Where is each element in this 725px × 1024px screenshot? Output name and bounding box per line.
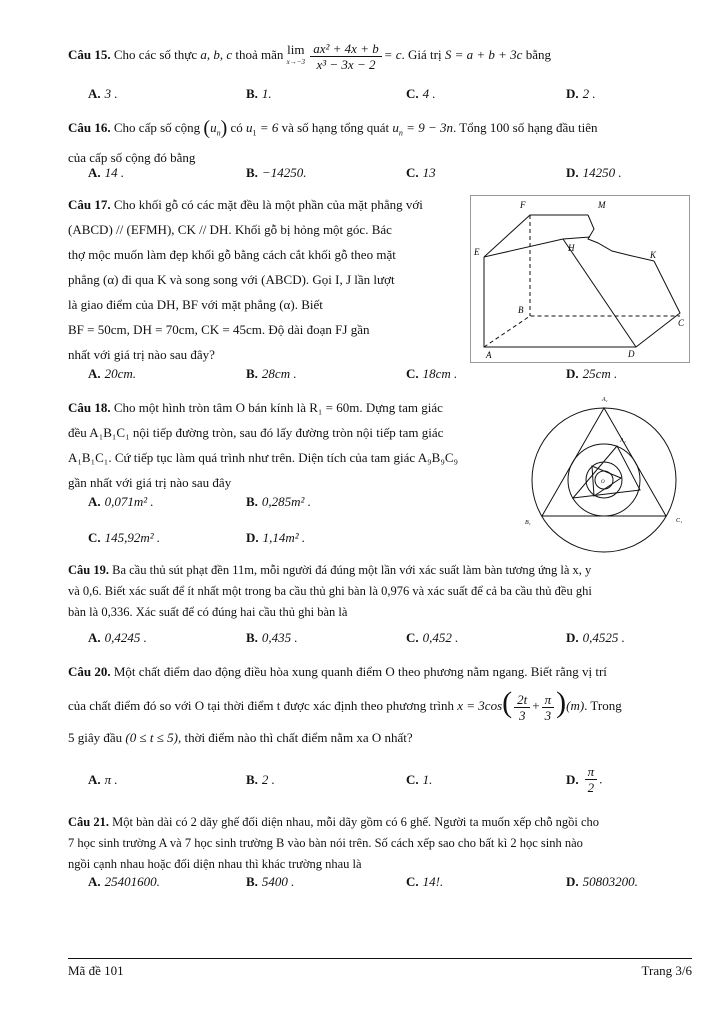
general-term-subscript: n: [398, 128, 403, 138]
question-text: thợ mộc muốn làm đẹp khối gỗ bằng cách cắt khối gỗ theo mặt: [68, 247, 396, 262]
question-text: (ABCD) // (EFMH), CK // DH. Khối gỗ bị hỏng một góc. Bác: [68, 222, 392, 237]
option-b[interactable]: B. 0,285m² .: [246, 494, 311, 509]
vertex-label: A₁: [602, 397, 608, 403]
question-label: Câu 21.: [68, 815, 109, 829]
option-d[interactable]: D. 14250 .: [566, 165, 622, 180]
question-label: Câu 19.: [68, 563, 109, 577]
option-b[interactable]: B. 5400 .: [246, 874, 295, 889]
question-text: của cấp số cộng đó bằng: [68, 149, 196, 165]
question-text: Câu 20. Một chất điểm dao động điều hòa xung quanh điểm O theo phương nằm ngang. Biết rằng vị trí: [68, 664, 607, 679]
question-20-equation-line: của chất điểm đó so với O tại thời điểm t được xác định theo phương trình x = 3cos( $\frac{2t}{3}$ + $\frac{\pi}{3}$ )(m). Trong: [68, 686, 622, 723]
denominator: x³ − 3x − 2: [316, 56, 376, 72]
question-text: thoả mãn: [235, 47, 284, 62]
option-b[interactable]: B. 0,435 .: [246, 630, 298, 645]
exam-code: Mã đề 101: [68, 963, 124, 978]
equals-c: = c: [383, 47, 402, 62]
vertex-label: D: [628, 349, 635, 359]
fraction-pi-3: $\frac{\pi}{3}$: [542, 692, 555, 723]
question-label: Câu 20.: [68, 664, 111, 679]
vertex-label: B: [518, 305, 524, 315]
question-text: bàn là 0,336. Xác suất để có đúng hai cầu thủ ghi bàn là: [68, 605, 348, 619]
question-text: A₁B₁C₁. Cứ tiếp tục làm quá trình như trên. Diện tích của tam giác A₉B₉C₉: [68, 450, 459, 465]
question-15: [68, 40, 551, 72]
question-20: [68, 660, 692, 684]
option-c[interactable]: C. 1.: [406, 772, 433, 787]
unit: (m): [566, 698, 585, 713]
numerator: ax² + 4x + b: [310, 41, 381, 57]
vertex-label: A₂: [620, 438, 626, 444]
option-d[interactable]: D. 25cm .: [566, 366, 618, 381]
general-term: u: [392, 120, 399, 135]
question-text: đều A₁B₁C₁ nội tiếp đường tròn, sau đó lấy đường tròn nội tiếp tam giác: [68, 425, 444, 440]
option-d[interactable]: D. 0,4525 .: [566, 630, 625, 645]
question-text: 5 giây đầu: [68, 730, 123, 745]
limit-fraction: [310, 41, 381, 72]
question-label: Câu 15.: [68, 47, 111, 62]
first-term-subscript: 1: [252, 128, 257, 138]
question-text: Câu 19. Ba cầu thủ sút phạt đền 11m, mỗi người đá đúng một lần với xác suất làm bàn tương ứng là x, y: [68, 563, 592, 577]
question-text: gần nhất với giá trị nào sau đây: [68, 475, 232, 490]
question-text: có: [230, 120, 243, 135]
question-text: . Tổng 100 số hạng đầu tiên: [452, 120, 598, 135]
first-term: u: [246, 120, 253, 135]
option-a[interactable]: A. π .: [88, 772, 118, 787]
option-c[interactable]: C. 0,452 .: [406, 630, 459, 645]
option-a[interactable]: A. 25401600.: [88, 874, 160, 889]
option-d[interactable]: D. 1,14m² .: [246, 530, 306, 545]
option-b[interactable]: B. 1.: [246, 86, 272, 101]
nested-triangles-figure: [522, 394, 692, 554]
center-label: O: [601, 480, 605, 485]
question-text: . Trong: [584, 698, 622, 713]
vertex-label: M: [598, 200, 606, 210]
question-label: Câu 18.: [68, 400, 111, 415]
limit-subscript: x→−3: [286, 58, 305, 67]
question-text: Cho các số thực: [113, 47, 198, 62]
question-text: Câu 18. Cho một hình tròn tâm O bán kính là R₁ = 60m. Dựng tam giác: [68, 400, 443, 415]
vertex-label: B₁: [525, 520, 531, 526]
variables: a, b, c: [200, 47, 233, 62]
question-20-line3: [68, 726, 413, 750]
page-footer: [68, 958, 692, 979]
option-c[interactable]: C. 14!.: [406, 874, 444, 889]
question-text: và số hạng tổng quát: [281, 120, 390, 135]
question-label: Câu 17.: [68, 197, 111, 212]
question-text: nhất với giá trị nào sau đây?: [68, 347, 215, 362]
limit-symbol: lim: [287, 42, 305, 58]
question-text: là giao điểm của DH, BF với mặt phẳng (α). Biết: [68, 297, 323, 312]
question-19: [68, 560, 692, 623]
question-text: của chất điểm đó so với O tại thời điểm t được xác định theo phương trình: [68, 698, 455, 713]
vertex-label: H: [568, 243, 575, 253]
sequence: u: [210, 120, 217, 135]
question-18: [68, 395, 498, 495]
question-text: Câu 17. Cho khối gỗ có các mặt đều là một phần của mặt phẳng với: [68, 197, 423, 212]
option-a[interactable]: A. 0,071m² .: [88, 494, 154, 509]
wood-block-figure: [470, 195, 690, 363]
question-21: [68, 812, 692, 875]
general-term-value: = 9 − 3n: [402, 120, 453, 135]
option-a[interactable]: A. 14 .: [88, 165, 125, 180]
option-d[interactable]: D. 2 .: [566, 86, 596, 101]
vertex-label: E: [474, 247, 480, 257]
option-d[interactable]: D. 50803200.: [566, 874, 638, 889]
option-b[interactable]: B. 2 .: [246, 772, 275, 787]
question-text: , thời điểm nào thì chất điểm nằm xa O nhất?: [177, 730, 413, 745]
option-b[interactable]: B. −14250.: [246, 165, 307, 180]
question-text: bằng: [525, 47, 551, 62]
question-text: phẳng (α) đi qua K và song song với (ABCD). Gọi I, J lần lượt: [68, 272, 395, 287]
time-range: (0 ≤ t ≤ 5): [125, 730, 178, 745]
vertex-label: F: [520, 200, 526, 210]
option-c[interactable]: C. 18cm .: [406, 366, 458, 381]
page-number: Trang 3/6: [641, 963, 692, 978]
option-c[interactable]: C. 13: [406, 165, 436, 180]
question-label: Câu 16.: [68, 120, 111, 135]
option-c[interactable]: C. 145,92m² .: [88, 530, 161, 545]
vertex-label: A: [486, 350, 492, 360]
option-b[interactable]: B. 28cm .: [246, 366, 297, 381]
question-text: ngồi cạnh nhau hoặc đối diện nhau thì khác trường nhau là: [68, 857, 362, 871]
question-text: . Giá trị: [401, 47, 442, 62]
question-17: [68, 192, 468, 367]
vertex-label: C: [678, 318, 685, 328]
question-text: 7 học sinh trường A và 7 học sinh trường B vào bàn nói trên. Số cách xếp sao cho bất kì 2 học sinh nào: [68, 836, 583, 850]
option-c[interactable]: C. 4 .: [406, 86, 436, 101]
question-16: Câu 16. Cho cấp số cộng $(u_n)$ có $u_1 = 6$ và số hạng tổng quát $u_n = 9 - 3n$. Tổng 100 số hạng đầu tiên của cấp số cộng đó bằng: [68, 117, 598, 165]
option-d[interactable]: D. $\frac{\pi}{2}$ .: [566, 764, 603, 795]
equation-lhs: x = 3cos: [457, 698, 503, 713]
vertex-label: K: [650, 250, 657, 260]
expression-s: S = a + b + 3c: [444, 47, 523, 62]
fraction-2t-3: $\frac{2t}{3}$: [514, 692, 530, 723]
question-text: Cho cấp số cộng: [113, 120, 201, 135]
sequence-subscript: n: [216, 128, 221, 138]
vertex-label: C₁: [676, 518, 683, 524]
question-text: và 0,6. Biết xác suất để ít nhất một trong ba cầu thủ ghi bàn là 0,976 và xác suất để cả ba cầu thủ đều ghi: [68, 584, 592, 598]
option-a[interactable]: A. 20cm.: [88, 366, 137, 381]
question-text: Câu 21. Một bàn dài có 2 dãy ghế đối diện nhau, mỗi dãy gồm có 6 ghế. Người ta muốn xếp chỗ ngồi cho: [68, 815, 600, 829]
question-text: BF = 50cm, DH = 70cm, CK = 45cm. Độ dài đoạn FJ gần: [68, 322, 370, 337]
first-term-value: = 6: [256, 120, 279, 135]
option-a[interactable]: A. 3 .: [88, 86, 118, 101]
option-a[interactable]: A. 0,4245 .: [88, 630, 147, 645]
plus-sign: +: [532, 698, 540, 713]
